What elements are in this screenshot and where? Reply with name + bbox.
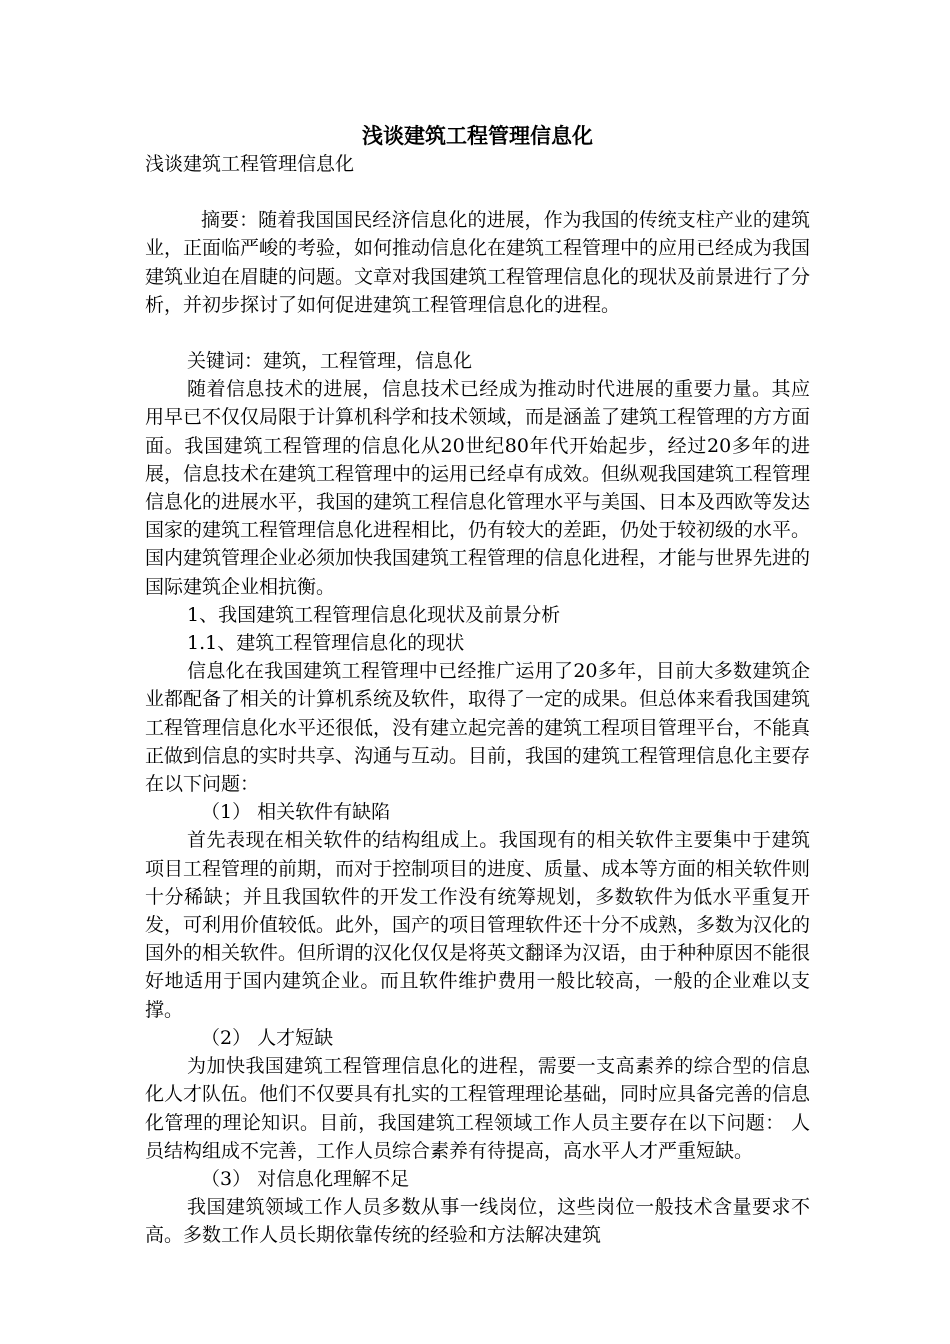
- keywords-line: 关键词：建筑，工程管理，信息化: [187, 350, 473, 373]
- item-3-heading: （3） 对信息化理解不足: [201, 1167, 410, 1190]
- spacer: [145, 319, 810, 347]
- section-1-1-heading: 1.1、建筑工程管理信息化的现状: [187, 632, 465, 655]
- item-3-body: 我国建筑领域工作人员多数从事一线岗位，这些岗位一般技术含量要求不高。多数工作人员长期依靠传统的经验和方法解决建筑: [145, 1196, 810, 1247]
- item-2-body: 为加快我国建筑工程管理信息化的进程，需要一支高素养的综合型的信息化人才队伍。他们不仅要具有扎实的工程管理理论基础，同时应具备完善的信息化管理的理论知识。目前，我国建筑工程领域工作人员主要存在以下问题： 人员结构组成不完善，工作人员综合素养有待提高，高水平人才严重短缺。: [145, 1055, 811, 1162]
- document-title: 浅谈建筑工程管理信息化: [362, 123, 593, 148]
- document-page: [145, 122, 810, 1250]
- abstract-paragraph: 摘要：随着我国国民经济信息化的进展，作为我国的传统支柱产业的建筑业，正面临严峻的考验，如何推动信息化在建筑工程管理中的应用已经成为我国建筑业迫在眉睫的问题。文章对我国建筑工程管理信息化的现状及前景进行了分析，并初步探讨了如何促进建筑工程管理信息化的进程。: [145, 209, 811, 316]
- item-2-heading: （2） 人才短缺: [201, 1026, 334, 1049]
- section-1-1-body: 信息化在我国建筑工程管理中已经推广运用了20多年，目前大多数建筑企业都配备了相关的计算机系统及软件，取得了一定的成果。但总体来看我国建筑工程管理信息化水平还很低，没有建立起完善的建筑工程项目管理平台，不能真正做到信息的实时共享、沟通与互动。目前，我国的建筑工程管理信息化主要存在以下问题：: [145, 660, 811, 796]
- document-subtitle: 浅谈建筑工程管理信息化: [145, 153, 355, 175]
- item-1-body: 首先表现在相关软件的结构组成上。我国现有的相关软件主要集中于建筑项目工程管理的前期，而对于控制项目的进度、质量、成本等方面的相关软件则十分稀缺；并且我国软件的开发工作没有统筹规划，多数软件为低水平重复开发，可利用价值较低。此外，国产的项目管理软件还十分不成熟，多数为汉化的国外的相关软件。但所谓的汉化仅仅是将英文翻译为汉语，由于种种原因不能很好地适用于国内建筑企业。而且软件维护费用一般比较高，一般的企业难以支撑。: [145, 829, 811, 1021]
- item-1-heading: （1） 相关软件有缺陷: [201, 801, 391, 824]
- intro-paragraph: 随着信息技术的进展，信息技术已经成为推动时代进展的重要力量。其应用早已不仅仅局限于计算机科学和技术领域，而是涵盖了建筑工程管理的方方面面。我国建筑工程管理的信息化从20世纪80年代开始起步，经过20多年的进展，信息技术在建筑工程管理中的运用已经卓有成效。但纵观我国建筑工程管理信息化的进展水平，我国的建筑工程信息化管理水平与美国、日本及西欧等发达国家的建筑工程管理信息化进程相比，仍有较大的差距，仍处于较初级的水平。国内建筑管理企业必须加快我国建筑工程管理的信息化进程，才能与世界先进的国际建筑企业相抗衡。: [145, 378, 811, 598]
- section-1-heading: 1、我国建筑工程管理信息化现状及前景分析: [187, 603, 561, 626]
- spacer: [145, 178, 810, 206]
